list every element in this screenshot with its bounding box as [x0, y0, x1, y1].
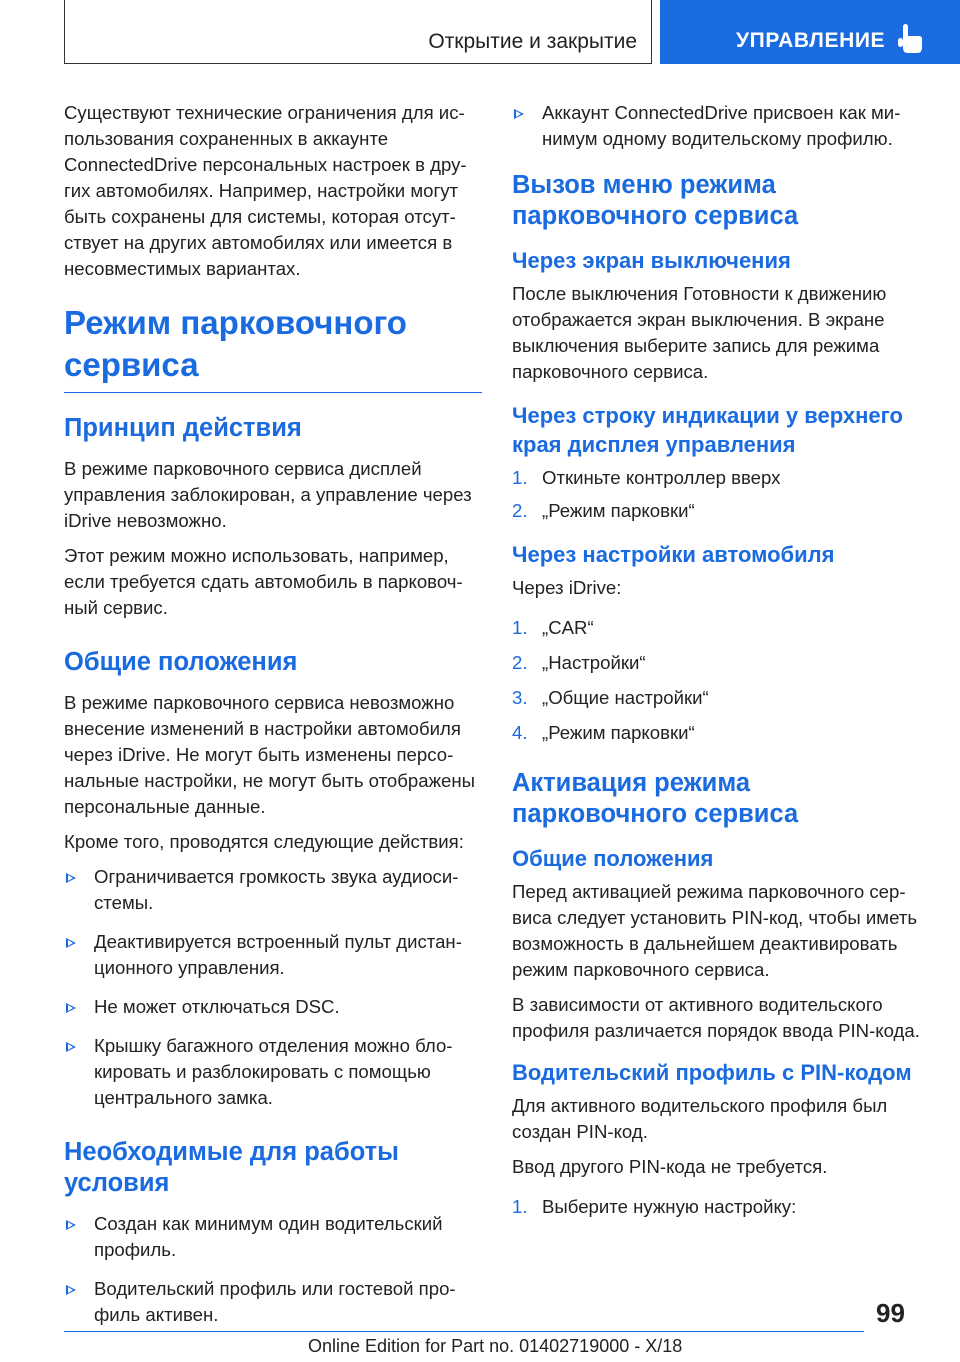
header-chapter-box: [64, 0, 652, 64]
chapter-title: Открытие и закрытие: [428, 30, 637, 53]
heading-via-shutdown: Через экран выключения: [512, 248, 791, 273]
general-paragraph-2: Кроме того, проводятся следующие действия:: [64, 831, 464, 852]
list-item: Крышку багажного отделения можно блокировать и разблокировать с помощью центрального замка.: [64, 1033, 482, 1111]
list-item: Создан как минимум один водительский профиль.: [64, 1211, 482, 1263]
status-bar-steps: [512, 465, 930, 524]
settings-steps: [512, 615, 930, 746]
section-label: УПРАВЛЕНИЕ: [736, 29, 886, 52]
principle-paragraph-1: В режиме парковочного сервиса дисплей управления заблокирован, а управление через iDrive невозможно.: [64, 458, 472, 531]
activation-general-paragraph-1: Перед активацией режима парковочного сервиса следует установить PIN-код, чтобы иметь возможность в дальнейшем деактивировать режим парковочного сервиса.: [512, 881, 918, 980]
pin-profile-paragraph-2: Ввод другого PIN-кода не требуется.: [512, 1156, 828, 1177]
intro-paragraph: Существуют технические ограничения для использования сохраненных в аккаунте ConnectedDrive персональных настроек в других автомобилях. Например, настройки могут быть сохранены для системы, которая отсутствует на других автомобилях или имеется в несовместимых вариантах.: [64, 102, 467, 279]
list-item: 1. „CAR“: [512, 617, 594, 638]
list-item: Водительский профиль или гостевой профиль активен.: [64, 1276, 482, 1328]
bullet-triangle-icon: [66, 873, 76, 883]
left-column: [64, 100, 482, 1341]
heading-activation: Активация режима парковочного сервиса: [512, 769, 799, 828]
heading-call-menu: Вызов меню режима парковочного сервиса: [512, 171, 799, 230]
top-bullet-list: [512, 100, 930, 152]
hand-pointer-icon: [896, 24, 924, 54]
bullet-triangle-icon: [66, 1003, 76, 1013]
pin-profile-paragraph-1: Для активного водительского профиля был создан PIN-код.: [512, 1095, 888, 1142]
list-item: Ограничивается громкость звука аудиосистемы.: [64, 864, 482, 916]
list-item: 1. Выберите нужную настройку:: [512, 1196, 797, 1217]
right-column: [512, 100, 930, 1228]
heading-via-status-bar: Через строку индикации у верхнего края дисплея управления: [512, 403, 903, 457]
list-item: Не может отключаться DSC.: [64, 994, 482, 1020]
heading-via-settings: Через настройки автомобиля: [512, 542, 835, 567]
bullet-triangle-icon: [66, 1220, 76, 1230]
heading-principle: Принцип действия: [64, 414, 302, 442]
general-paragraph-1: В режиме парковочного сервиса невозможно внесение изменений в настройки автомобиля через iDrive. Не могут быть изменены персональные настройки, не могут быть отображены персональные данные.: [64, 692, 475, 817]
bullet-triangle-icon: [66, 1042, 76, 1052]
list-item: 2. „Настройки“: [512, 652, 646, 673]
list-item: 2. „Режим парковки“: [512, 500, 695, 521]
page-number: 99: [876, 1298, 905, 1328]
list-item: Деактивируется встроенный пульт дистанционного управления.: [64, 929, 482, 981]
footer-divider: [64, 1331, 864, 1332]
heading-general: Общие положения: [64, 648, 298, 676]
list-item: 3. „Общие настройки“: [512, 687, 709, 708]
bullet-triangle-icon: [514, 109, 524, 119]
list-item: Аккаунт ConnectedDrive присвоен как минимум одному водительскому профилю.: [512, 100, 930, 152]
heading-pin-profile: Водительский профиль с PIN-кодом: [512, 1060, 912, 1085]
via-settings-paragraph: Через iDrive:: [512, 577, 622, 598]
via-shutdown-paragraph: После выключения Готовности к движению отображается экран выключения. В экране выключения выберите запись для режима парковочного сервиса.: [512, 283, 887, 382]
main-title: Режим парковочного сервиса: [64, 302, 482, 393]
conditions-bullet-list: [64, 1211, 482, 1328]
bullet-triangle-icon: [66, 938, 76, 948]
header-section-tab[interactable]: [660, 0, 960, 64]
heading-activation-general: Общие положения: [512, 846, 714, 871]
general-bullet-list: [64, 864, 482, 1111]
heading-conditions: Необходимые для работы условия: [64, 1138, 399, 1197]
bullet-triangle-icon: [66, 1285, 76, 1295]
list-item: 4. „Режим парковки“: [512, 722, 695, 743]
principle-paragraph-2: Этот режим можно использовать, например, если требуется сдать автомобиль в парковочный сервис.: [64, 545, 463, 618]
list-item: 1. Откиньте контроллер вверх: [512, 467, 781, 488]
footer-edition: Online Edition for Part no. 01402719000 - X/18: [308, 1336, 683, 1356]
pin-profile-steps: [512, 1194, 930, 1220]
activation-general-paragraph-2: В зависимости от активного водительского профиля различается порядок ввода PIN-кода.: [512, 994, 920, 1041]
